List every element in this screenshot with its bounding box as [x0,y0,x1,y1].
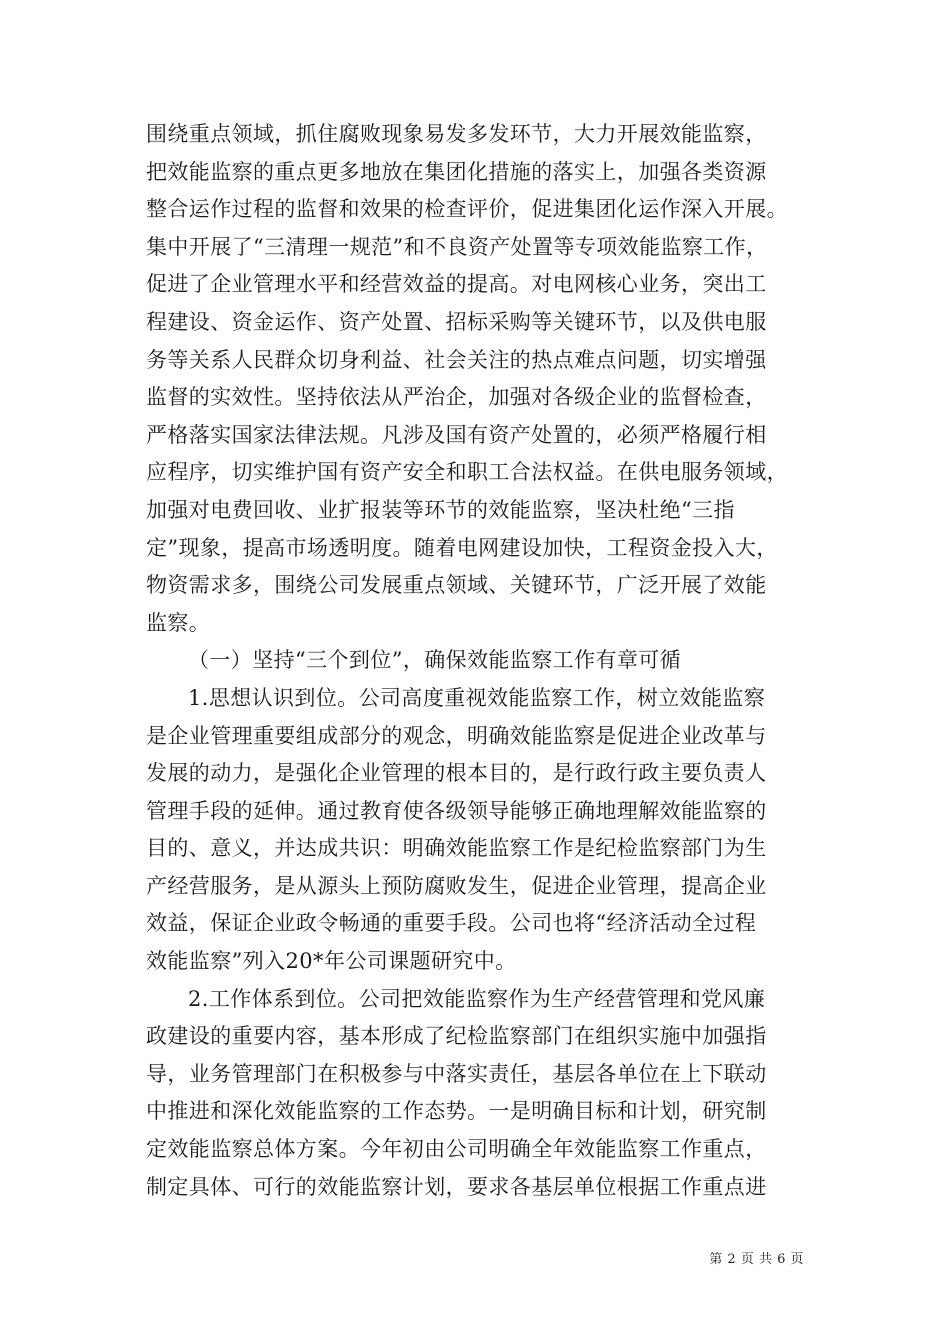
text-line: 中推进和深化效能监察的工作态势。一是明确目标和计划，研究制 [146,1099,767,1124]
text-line: 程建设、资金运作、资产处置、招标采购等关键环节，以及供电服 [146,309,767,334]
text-line: 目的、意义，并达成共识：明确效能监察工作是纪检监察部门为生 [146,836,767,861]
text-line: 应程序，切实维护国有资产安全和职工合法权益。在供电服务领域， [146,460,788,485]
text-line: 物资需求多，围绕公司发展重点领域、关键环节，广泛开展了效能 [146,573,767,598]
text-line: 促进了企业管理水平和经营效益的提高。对电网核心业务，突出工 [146,272,767,297]
text-line: 效能监察”列入20*年公司课题研究中。 [146,949,517,974]
paragraph-start: 2.工作体系到位。公司把效能监察作为生产经营管理和党风廉 [188,986,766,1011]
text-line: 定”现象，提高市场透明度。随着电网建设加快，工程资金投入大， [146,535,778,560]
text-line: 制定具体、可行的效能监察计划，要求各基层单位根据工作重点进 [146,1174,767,1199]
body-text [146,116,806,1206]
text-line: 围绕重点领域，抓住腐败现象易发多发环节，大力开展效能监察， [146,122,767,146]
text-line: 把效能监察的重点更多地放在集团化措施的落实上，加强各类资源 [146,159,767,184]
text-line: 集中开展了“三清理一规范”和不良资产处置等专项效能监察工作， [146,234,768,259]
text-line: 定效能监察总体方案。今年初由公司明确全年效能监察工作重点， [146,1137,767,1162]
text-line: 是企业管理重要组成部分的观念，明确效能监察是促进企业改革与 [146,723,767,748]
text-line: 监察。 [146,610,211,635]
text-line: 产经营服务，是从源头上预防腐败发生，促进企业管理，提高企业 [146,873,767,898]
text-line: 发展的动力，是强化企业管理的根本目的，是行政行政主要负责人 [146,761,767,786]
paragraph-start: 1.思想认识到位。公司高度重视效能监察工作，树立效能监察 [188,685,766,710]
text-line: 整合运作过程的监督和效果的检查评价，促进集团化运作深入开展。 [146,197,788,222]
text-line: 效益，保证企业政令畅通的重要手段。公司也将“经济活动全过程 [146,911,757,936]
text-line: 管理手段的延伸。通过教育使各级领导能够正确地理解效能监察的 [146,798,767,823]
text-line: 加强对电费回收、业扩报装等环节的效能监察，坚决杜绝“三指 [146,497,735,522]
text-line: 严格落实国家法律法规。凡涉及国有资产处置的，必须严格履行相 [146,422,767,447]
text-line: 监督的实效性。坚持依法从严治企，加强对各级企业的监督检查， [146,385,767,410]
section-heading: （一）坚持“三个到位”，确保效能监察工作有章可循 [188,648,682,673]
page-number: 第 2 页 共 6 页 [709,1252,804,1267]
text-line: 导，业务管理部门在积极参与中落实责任，基层各单位在上下联动 [146,1061,767,1086]
text-line: 政建设的重要内容，基本形成了纪检监察部门在组织实施中加强指 [146,1024,767,1049]
text-line: 务等关系人民群众切身利益、社会关注的热点难点问题，切实增强 [146,347,767,372]
